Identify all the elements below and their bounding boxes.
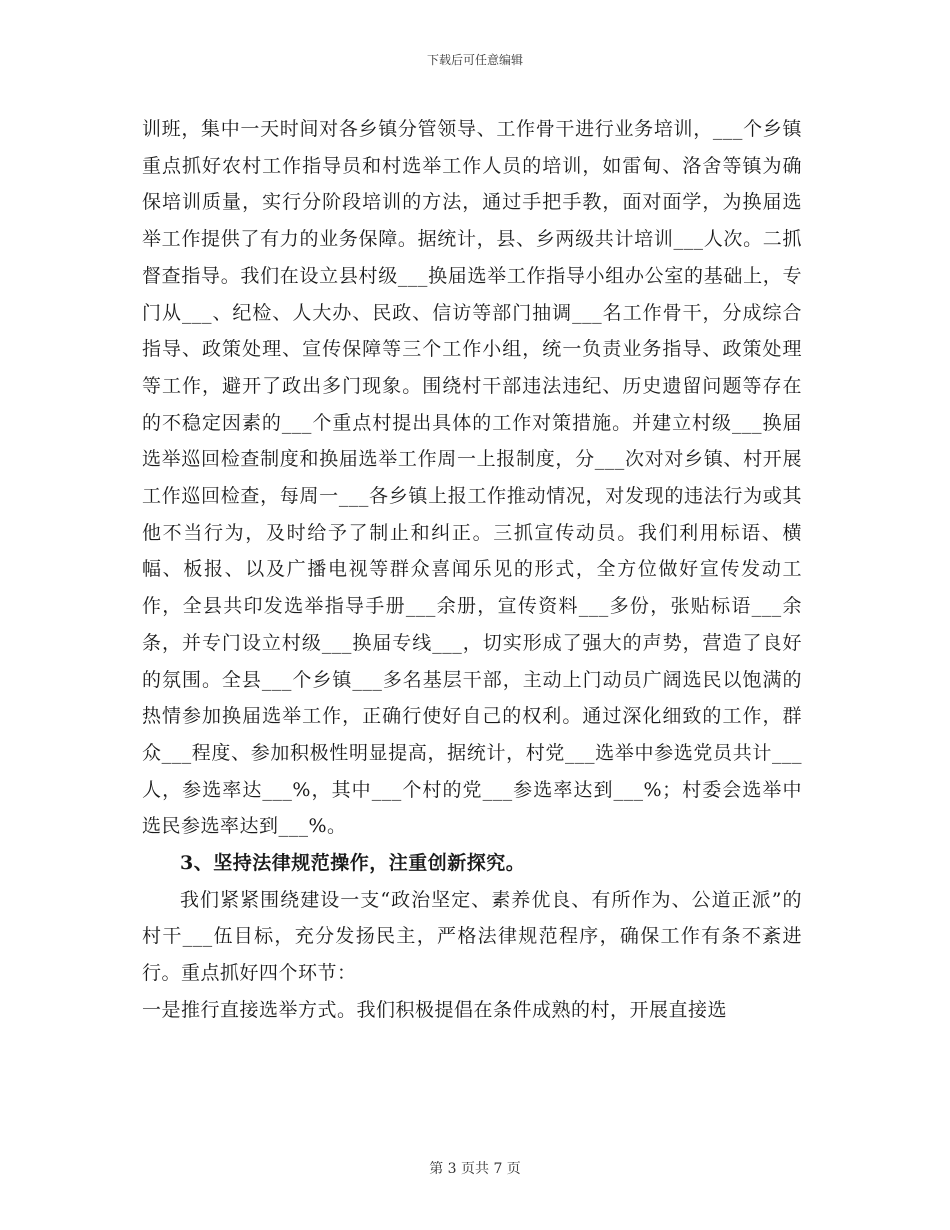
body-paragraph-continued: 训班，集中一天时间对各乡镇分管领导、工作骨干进行业务培训，___个乡镇重点抓好农村工作指导员和村选举工作人员的培训，如雷甸、洛舍等镇为确保培训质量，实行分阶段培训的方法，通过手把手教，面对面学，为换届选举工作提供了有力的业务保障。据统计，县、乡两级共计培训___人次。二抓督查指导。我们在设立县村级___换届选举工作指导小组办公室的基础上，专门从___、纪检、人大办、民政、信访等部门抽调___名工作骨干，分成综合指导、政策处理、宣传保障等三个工作小组，统一负责业务指导、政策处理等工作，避开了政出多门现象。围绕村干部违法违纪、历史遗留问题等存在的不稳定因素的___个重点村提出具体的工作对策措施。并建立村级___换届选举巡回检查制度和换届选举工作周一上报制度，分___次对对乡镇、村开展工作巡回检查，每周一___各乡镇上报工作推动情况，对发现的违法行为或其他不当行为，及时给予了制止和纠正。三抓宣传动员。我们利用标语、横幅、板报、以及广播电视等群众喜闻乐见的形式，全方位做好宣传发动工作，全县共印发选举指导手册___余册，宣传资料___多份，张贴标语___余条，并专门设立村级___换届专线___，切实形成了强大的声势，营造了良好的氛围。全县___个乡镇___多名基层干部，主动上门动员广阔选民以饱满的热情参加换届选举工作，正确行使好自己的权利。通过深化细致的工作，群众___程度、参加积极性明显提高，据统计，村党___选举中参选党员共计___人，参选率达___%，其中___个村的党___参选率达到___%；村委会选举中选民参选率达到___%。 — [142, 118, 802, 838]
document-body — [142, 111, 802, 1029]
page-header: 下载后可任意编辑 — [426, 53, 523, 67]
section-heading-3: 3、坚持法律规范操作，注重创新探究。 — [180, 852, 526, 875]
body-paragraph-item-one: 一是推行直接选举方式。我们积极提倡在条件成熟的村，开展直接选 — [142, 998, 728, 1021]
body-paragraph-intro: 我们紧紧围绕建设一支“政治坚定、素养优良、有所作为、公道正派”的村干___伍目标，充分发扬民主，严格法律规范程序，确保工作有条不紊进行。重点抓好四个环节： — [142, 888, 802, 985]
page-footer-page-number: 第 3 页共 7 页 — [429, 1161, 521, 1177]
